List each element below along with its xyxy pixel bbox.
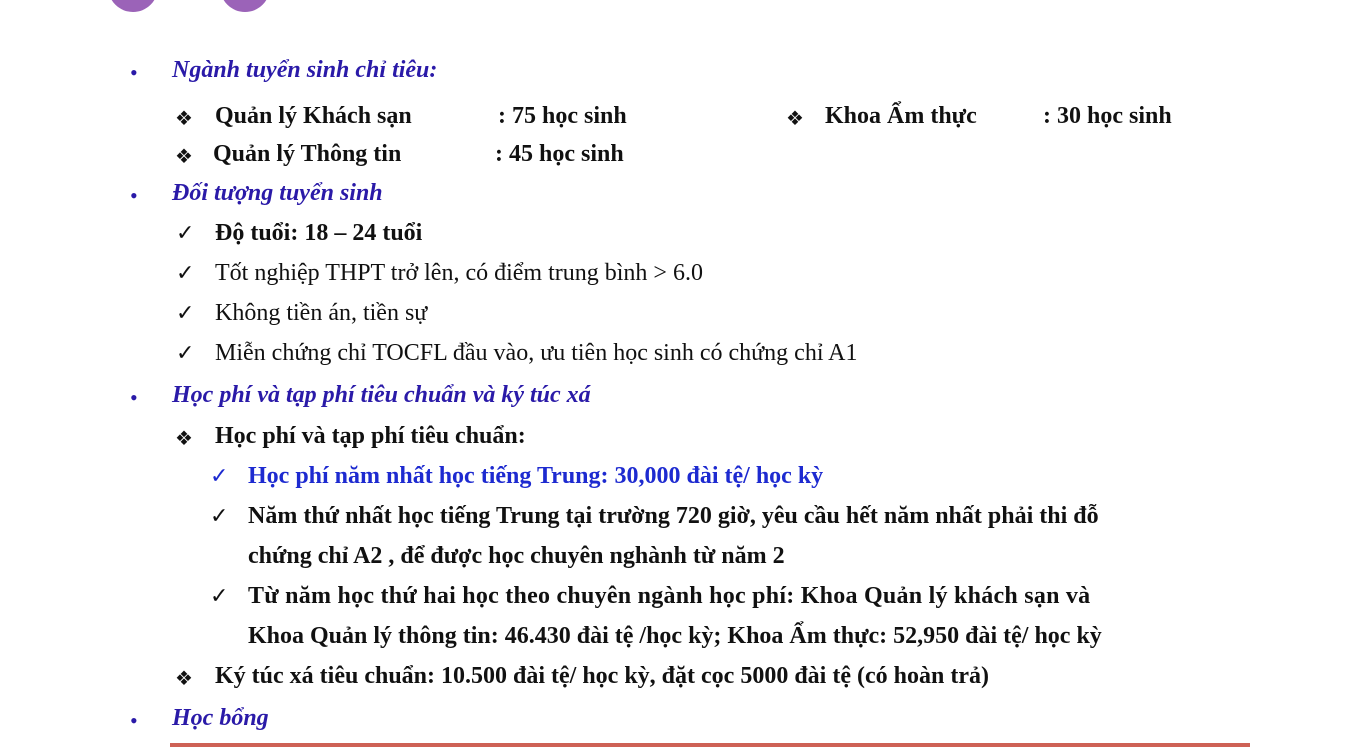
- fee-dorm: Ký túc xá tiêu chuẩn: 10.500 đài tệ/ học kỳ, đặt cọc 5000 đài tệ (có hoàn trả): [215, 663, 989, 689]
- diamond-icon: ❖: [786, 108, 804, 130]
- section-title-quota: Ngành tuyển sinh chỉ tiêu:: [172, 57, 438, 83]
- quota-hotel-label: Quản lý Khách sạn: [215, 103, 412, 129]
- bullet-icon: •: [130, 708, 138, 733]
- requirement-record: Không tiền án, tiền sự: [215, 300, 428, 326]
- requirement-education: Tốt nghiệp THPT trở lên, có điểm trung bình > 6.0: [215, 260, 703, 286]
- fee-second-year-line2: Khoa Quản lý thông tin: 46.430 đài tệ /học kỳ; Khoa Ẩm thực: 52,950 đài tệ/ học kỳ: [248, 623, 1102, 649]
- check-icon: ✓: [210, 583, 229, 608]
- section-title-scholarship: Học bổng: [172, 705, 269, 731]
- logo-circle-left: [108, 0, 158, 12]
- check-icon: ✓: [210, 463, 229, 488]
- cut-off-text-line: [170, 740, 1250, 750]
- diamond-icon: ❖: [175, 428, 193, 450]
- diamond-icon: ❖: [175, 108, 193, 130]
- check-icon: ✓: [176, 220, 195, 245]
- quota-info-value: : 45 học sinh: [495, 141, 624, 167]
- page-header-cut: [455, 0, 1185, 8]
- section-title-eligibility: Đối tượng tuyển sinh: [172, 180, 383, 206]
- quota-info-label: Quản lý Thông tin: [213, 141, 402, 167]
- logo-circle-right: [220, 0, 270, 12]
- fee-chinese-line2: chứng chỉ A2 , để được học chuyên nghành từ năm 2: [248, 543, 785, 569]
- requirement-age: Độ tuổi: 18 – 24 tuổi: [215, 220, 423, 246]
- bullet-icon: •: [130, 60, 138, 85]
- check-icon: ✓: [176, 340, 195, 365]
- requirement-tocfl: Miễn chứng chỉ TOCFL đầu vào, ưu tiên học sinh có chứng chỉ A1: [215, 340, 858, 366]
- fee-chinese-line1: Năm thứ nhất học tiếng Trung tại trường 720 giờ, yêu cầu hết năm nhất phải thi đỗ: [248, 503, 1099, 529]
- bullet-icon: •: [130, 385, 138, 410]
- bullet-icon: •: [130, 183, 138, 208]
- check-icon: ✓: [176, 260, 195, 285]
- quota-culinary-label: Khoa Ẩm thực: [825, 103, 977, 129]
- quota-hotel-value: : 75 học sinh: [498, 103, 627, 129]
- fee-first-year: Học phí năm nhất học tiếng Trung: 30,000 đài tệ/ học kỳ: [248, 463, 824, 489]
- fees-heading: Học phí và tạp phí tiêu chuẩn:: [215, 423, 526, 449]
- check-icon: ✓: [176, 300, 195, 325]
- quota-culinary-value: : 30 học sinh: [1043, 103, 1172, 129]
- section-title-fees: Học phí và tạp phí tiêu chuẩn và ký túc xá: [172, 382, 591, 408]
- diamond-icon: ❖: [175, 146, 193, 168]
- check-icon: ✓: [210, 503, 229, 528]
- fee-second-year-line1: Từ năm học thứ hai học theo chuyên ngành học phí: Khoa Quản lý khách sạn và: [248, 583, 1091, 609]
- diamond-icon: ❖: [175, 668, 193, 690]
